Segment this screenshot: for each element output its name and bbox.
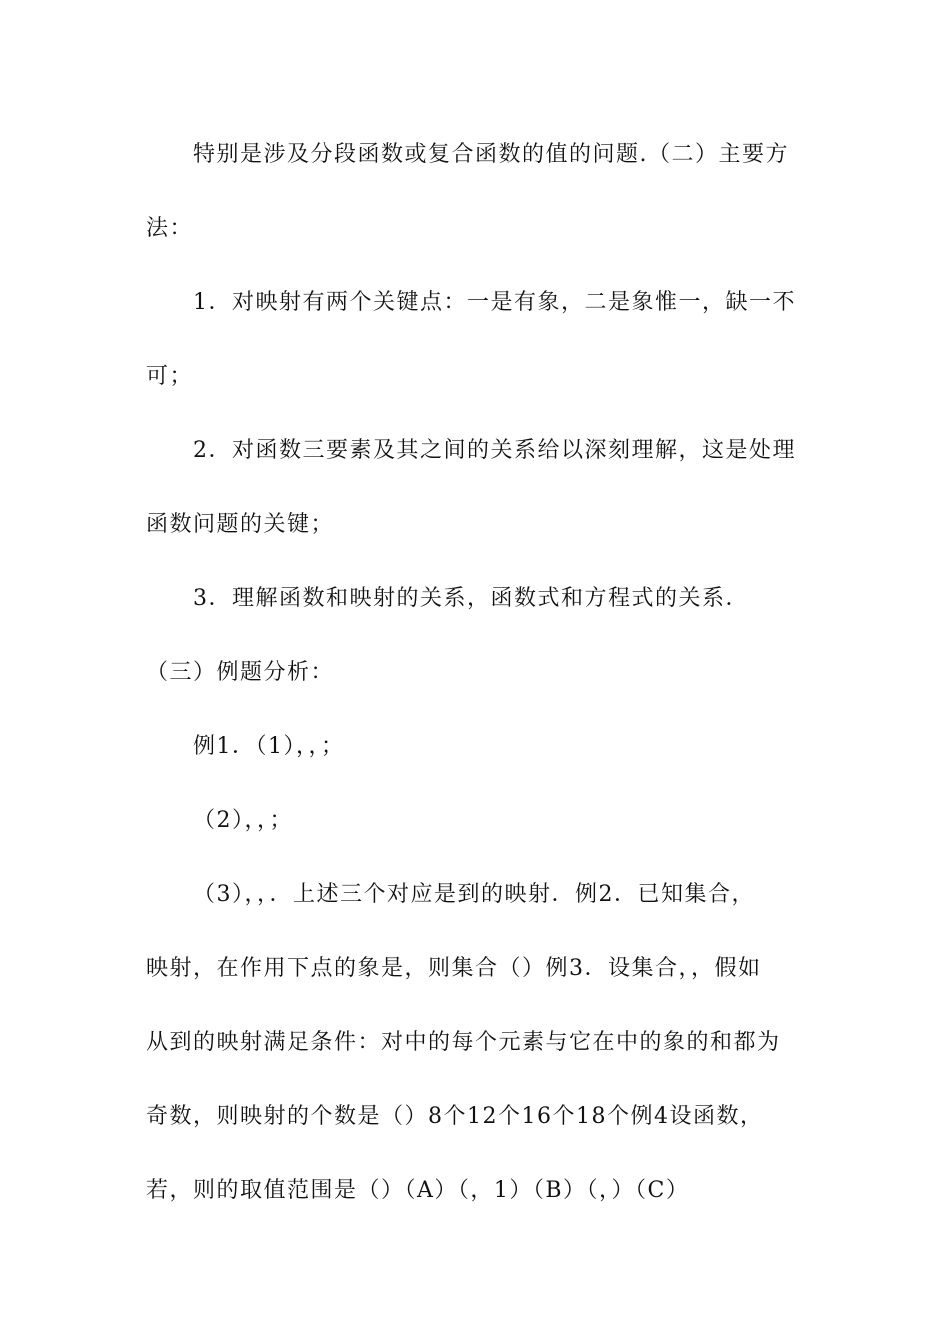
text-line-4: 可； [146,364,194,389]
text-line-6: 函数问题的关键； [146,512,335,537]
text-line-12: 映射，在作用下点的象是，则集合（）例3．设集合，，假如 [146,956,762,981]
text-line-11: （3），，．上述三个对应是到的映射．例2．已知集合， [193,882,755,907]
text-line-10: （2），，； [193,808,293,833]
text-line-7: 3．理解函数和映射的关系，函数式和方程式的关系． [193,586,749,611]
text-line-5: 2．对函数三要素及其之间的关系给以深刻理解，这是处理 [193,438,796,463]
text-line-15: 若，则的取值范围是（）（A）（，1）（B）（，）（C） [146,1178,690,1203]
text-line-14: 奇数，则映射的个数是（）8个12个16个18个例4设函数， [146,1104,764,1129]
text-line-9: 例1．（1），，； [193,734,345,759]
text-line-1: 特别是涉及分段函数或复合函数的值的问题.（二）主要方 [193,142,789,167]
text-line-2: 法： [146,216,194,241]
section-heading: （三）例题分析： [146,660,335,685]
text-line-3: 1．对映射有两个关键点：一是有象，二是象惟一，缺一不 [193,290,796,315]
text-line-13: 从到的映射满足条件：对中的每个元素与它在中的象的和都为 [146,1030,781,1055]
